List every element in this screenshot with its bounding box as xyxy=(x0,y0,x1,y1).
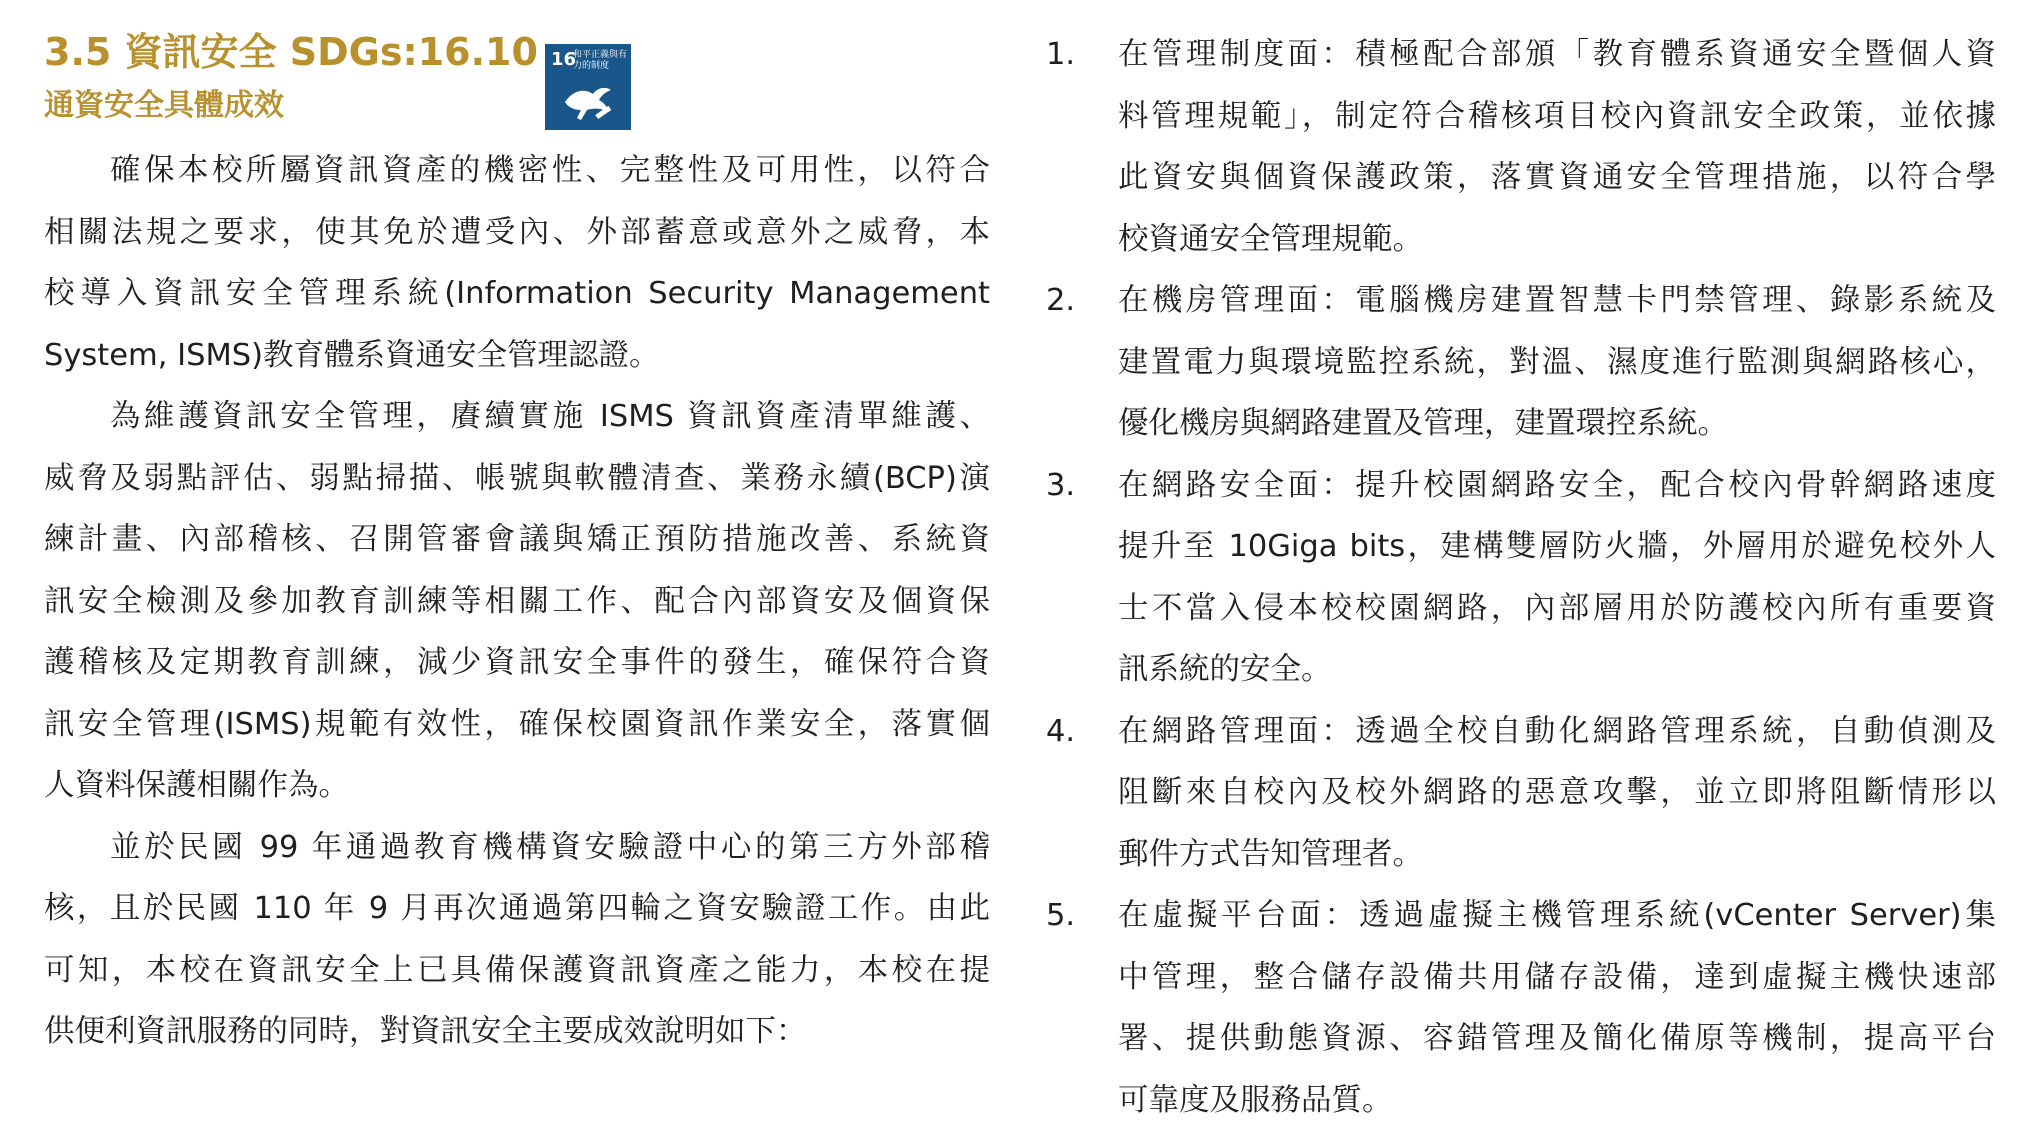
right-column xyxy=(1046,24,1996,1131)
text-line: 署、提供動態資源、容錯管理及簡化備原等機制，提高平台 xyxy=(1118,1021,1996,1056)
text-line: 在網路安全面：提升校園網路安全，配合校內骨幹網路速度 xyxy=(1118,467,1996,503)
text-line: 校導入資訊安全管理系統(Information Security Management xyxy=(44,276,990,311)
paragraph-isms-maintenance xyxy=(44,386,990,817)
text-line: 在管理制度面：積極配合部頒「教育體系資通安全暨個人資 xyxy=(1118,37,1996,72)
sdg-badge-number: 16 xyxy=(551,49,577,70)
list-item-network-security xyxy=(1046,455,1996,701)
text-line: 供便利資訊服務的同時，對資訊安全主要成效說明如下： xyxy=(44,1014,807,1049)
text-line: 建置電力與環境監控系統，對溫、濕度進行監測與網路核心， xyxy=(1118,344,1996,380)
text-line: 訊安全檢測及參加教育訓練等相關工作、配合內部資安及個資保 xyxy=(44,583,990,619)
text-line: 中管理，整合儲存設備共用儲存設備，達到虛擬主機快速部 xyxy=(1118,959,1996,995)
list-item-number: 1. xyxy=(1046,37,1076,72)
text-line: 此資安與個資保護政策，落實資通安全管理措施，以符合學 xyxy=(1118,160,1996,195)
text-line: 優化機房與網路建置及管理，建置環控系統。 xyxy=(1118,406,1728,441)
left-column xyxy=(44,24,990,1063)
text-line: 訊安全管理(ISMS)規範有效性，確保校園資訊作業安全，落實個 xyxy=(44,706,990,742)
text-line: System, ISMS)教育體系資通安全管理認證。 xyxy=(44,337,660,373)
text-line: 在網路管理面：透過全校自動化網路管理系統，自動偵測及 xyxy=(1118,713,1996,749)
paragraph-certification xyxy=(44,817,990,1063)
section-title: 3.5 資訊安全 SDGs:16.10 xyxy=(44,30,538,74)
list-item-virtual-platform xyxy=(1046,885,1996,1131)
list-item-number: 2. xyxy=(1046,283,1076,318)
sdg-16-badge xyxy=(545,44,631,130)
text-line: 為維護資訊安全管理，賡續實施 ISMS 資訊資產清單維護、 xyxy=(110,399,990,434)
text-line: 練計畫、內部稽核、召開管審會議與矯正預防措施改善、系統資 xyxy=(44,522,990,557)
list-item-network-management xyxy=(1046,701,1996,886)
text-line: 可靠度及服務品質。 xyxy=(1118,1082,1393,1118)
text-line: 料管理規範」，制定符合稽核項目校內資訊安全政策，並依據 xyxy=(1118,98,1996,134)
text-line: 威脅及弱點評估、弱點掃描、帳號與軟體清查、業務永續(BCP)演 xyxy=(44,460,990,496)
list-item-number: 3. xyxy=(1046,467,1076,503)
text-line: 訊系統的安全。 xyxy=(1118,652,1332,687)
text-line: 阻斷來自校內及校外網路的惡意攻擊，並立即將阻斷情形以 xyxy=(1118,775,1996,810)
text-line: 並於民國 99 年通過教育機構資安驗證中心的第三方外部稽 xyxy=(110,829,990,865)
list-item-number: 4. xyxy=(1046,713,1076,749)
section-subtitle: 通資安全具體成效 xyxy=(44,88,284,123)
text-line: 在機房管理面：電腦機房建置智慧卡門禁管理、錄影系統及 xyxy=(1118,283,1996,318)
text-line: 校資通安全管理規範。 xyxy=(1118,221,1423,257)
text-line: 確保本校所屬資訊資產的機密性、完整性及可用性，以符合 xyxy=(110,153,990,188)
text-line: 核，且於民國 110 年 9 月再次通過第四輪之資安驗證工作。由此 xyxy=(44,891,990,926)
text-line: 人資料保護相關作為。 xyxy=(44,768,349,803)
dove-gavel-icon xyxy=(559,80,617,124)
list-item-management-system xyxy=(1046,24,1996,270)
text-line: 提升至 10Giga bits，建構雙層防火牆，外層用於避免校外人 xyxy=(1118,529,1996,564)
text-line: 士不當入侵本校校園網路，內部層用於防護校內所有重要資 xyxy=(1118,590,1996,626)
list-item-server-room xyxy=(1046,270,1996,455)
text-line: 郵件方式告知管理者。 xyxy=(1118,836,1423,872)
sdg-badge-label: 和平正義與有力的制度 xyxy=(573,50,628,71)
list-item-number: 5. xyxy=(1046,898,1076,933)
paragraph-isms-intro xyxy=(44,140,990,386)
text-line: 可知，本校在資訊安全上已具備保護資訊資產之能力，本校在提 xyxy=(44,952,990,988)
text-line: 相關法規之要求，使其免於遭受內、外部蓄意或意外之威脅，本 xyxy=(44,214,990,250)
text-line: 在虛擬平台面：透過虛擬主機管理系統(vCenter Server)集 xyxy=(1118,898,1996,933)
text-line: 護稽核及定期教育訓練，減少資訊安全事件的發生，確保符合資 xyxy=(44,645,990,680)
